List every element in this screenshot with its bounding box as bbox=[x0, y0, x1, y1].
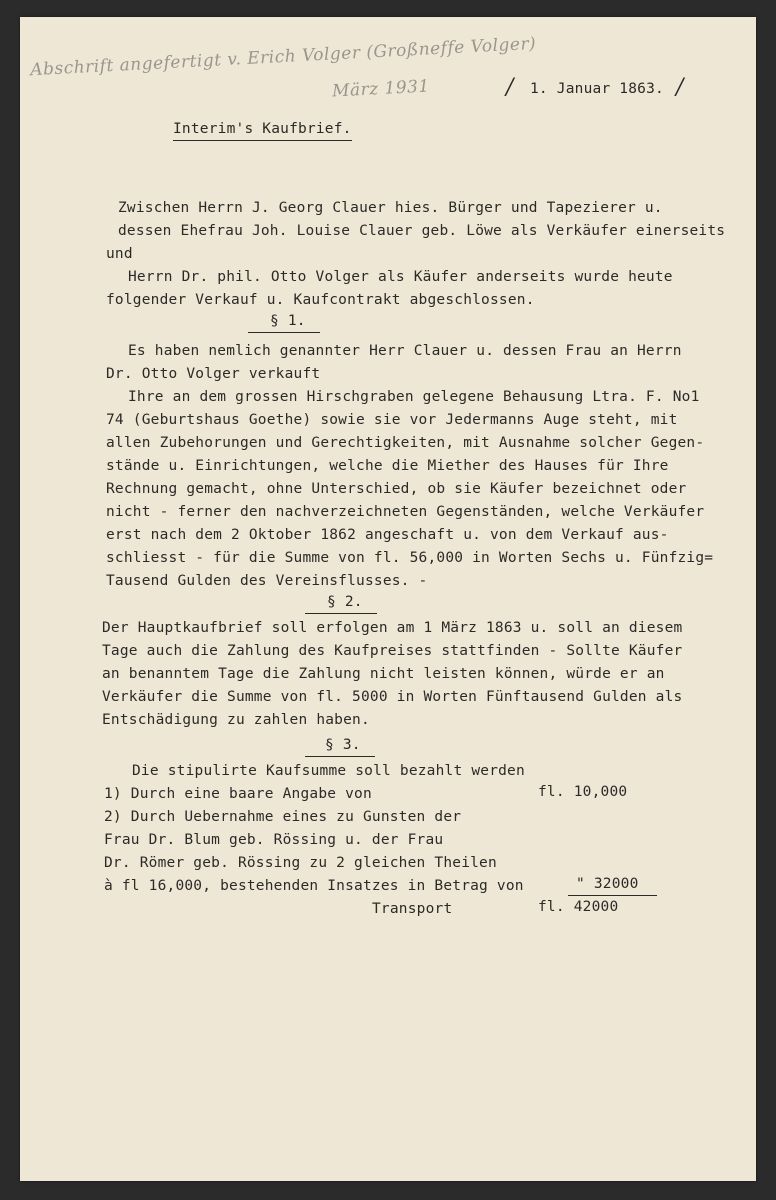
text-line: à fl 16,000, bestehenden Insatzes in Betrag von bbox=[104, 878, 524, 894]
text-line: und bbox=[106, 246, 133, 262]
date-bracket-left: / bbox=[506, 75, 514, 100]
cash-amount: fl. 10,000 bbox=[538, 784, 628, 800]
text-line: 1) Durch eine baare Angabe von bbox=[104, 786, 372, 802]
document-date: 1. Januar 1863. bbox=[530, 81, 664, 97]
text-line: Zwischen Herrn J. Georg Clauer hies. Bürger und Tapezierer u. bbox=[118, 200, 663, 216]
text-line: Tausend Gulden des Vereinsflusses. - bbox=[106, 573, 428, 589]
text-line: nicht - ferner den nachverzeichneten Gegenständen, welche Verkäufer bbox=[106, 504, 705, 520]
text-line: Dr. Otto Volger verkauft bbox=[106, 366, 321, 382]
text-line: Frau Dr. Blum geb. Rössing u. der Frau bbox=[104, 832, 444, 848]
handwritten-note: Abschrift angefertigt v. Erich Volger (Großneffe Volger) bbox=[29, 33, 537, 81]
transport-value: fl. 42000 bbox=[538, 899, 619, 915]
text-line: Der Hauptkaufbrief soll erfolgen am 1 März 1863 u. soll an diesem bbox=[102, 620, 683, 636]
text-line: Dr. Römer geb. Rössing zu 2 gleichen Theilen bbox=[104, 855, 497, 871]
text-line: Herrn Dr. phil. Otto Volger als Käufer anderseits wurde heute bbox=[128, 269, 673, 285]
handwritten-date: März 1931 bbox=[331, 76, 431, 102]
text-line: Rechnung gemacht, ohne Unterschied, ob sie Käufer bezeichnet oder bbox=[106, 481, 687, 497]
transport-label: Transport bbox=[372, 901, 453, 917]
text-line: Die stipulirte Kaufsumme soll bezahlt werden bbox=[132, 763, 525, 779]
text-line: Tage auch die Zahlung des Kaufpreises stattfinden - Sollte Käufer bbox=[102, 643, 683, 659]
text-line: erst nach dem 2 Oktober 1862 angeschaft u. von dem Verkauf aus- bbox=[106, 527, 669, 543]
document-page bbox=[20, 17, 756, 1181]
date-bracket-right: / bbox=[676, 75, 684, 100]
section-1-heading: § 1. bbox=[248, 313, 320, 333]
text-line: schliesst - für die Summe von fl. 56,000 in Worten Sechs u. Fünfzig= bbox=[106, 550, 714, 566]
text-line: 2) Durch Uebernahme eines zu Gunsten der bbox=[104, 809, 462, 825]
text-line: Verkäufer die Summe von fl. 5000 in Worten Fünftausend Gulden als bbox=[102, 689, 683, 705]
text-line: Es haben nemlich genannter Herr Clauer u. dessen Frau an Herrn bbox=[128, 343, 682, 359]
text-line: stände u. Einrichtungen, welche die Miether des Hauses für Ihre bbox=[106, 458, 669, 474]
section-2-heading: § 2. bbox=[305, 594, 377, 614]
section-3-heading: § 3. bbox=[305, 737, 375, 757]
text-line: Ihre an dem grossen Hirschgraben gelegene Behausung Ltra. F. No1 bbox=[128, 389, 700, 405]
text-line: allen Zubehorungen und Gerechtigkeiten, mit Ausnahme solcher Gegen- bbox=[106, 435, 705, 451]
text-line: Entschädigung zu zahlen haben. bbox=[102, 712, 370, 728]
text-line: 74 (Geburtshaus Goethe) sowie sie vor Jedermanns Auge steht, mit bbox=[106, 412, 678, 428]
text-line: dessen Ehefrau Joh. Louise Clauer geb. Löwe als Verkäufer einerseits bbox=[118, 223, 726, 239]
text-line: an benanntem Tage die Zahlung nicht leisten können, würde er an bbox=[102, 666, 665, 682]
text-line: folgender Verkauf u. Kaufcontrakt abgeschlossen. bbox=[106, 292, 535, 308]
document-title: Interim's Kaufbrief. bbox=[173, 121, 352, 141]
mortgage-amount: " 32000 bbox=[568, 876, 657, 896]
